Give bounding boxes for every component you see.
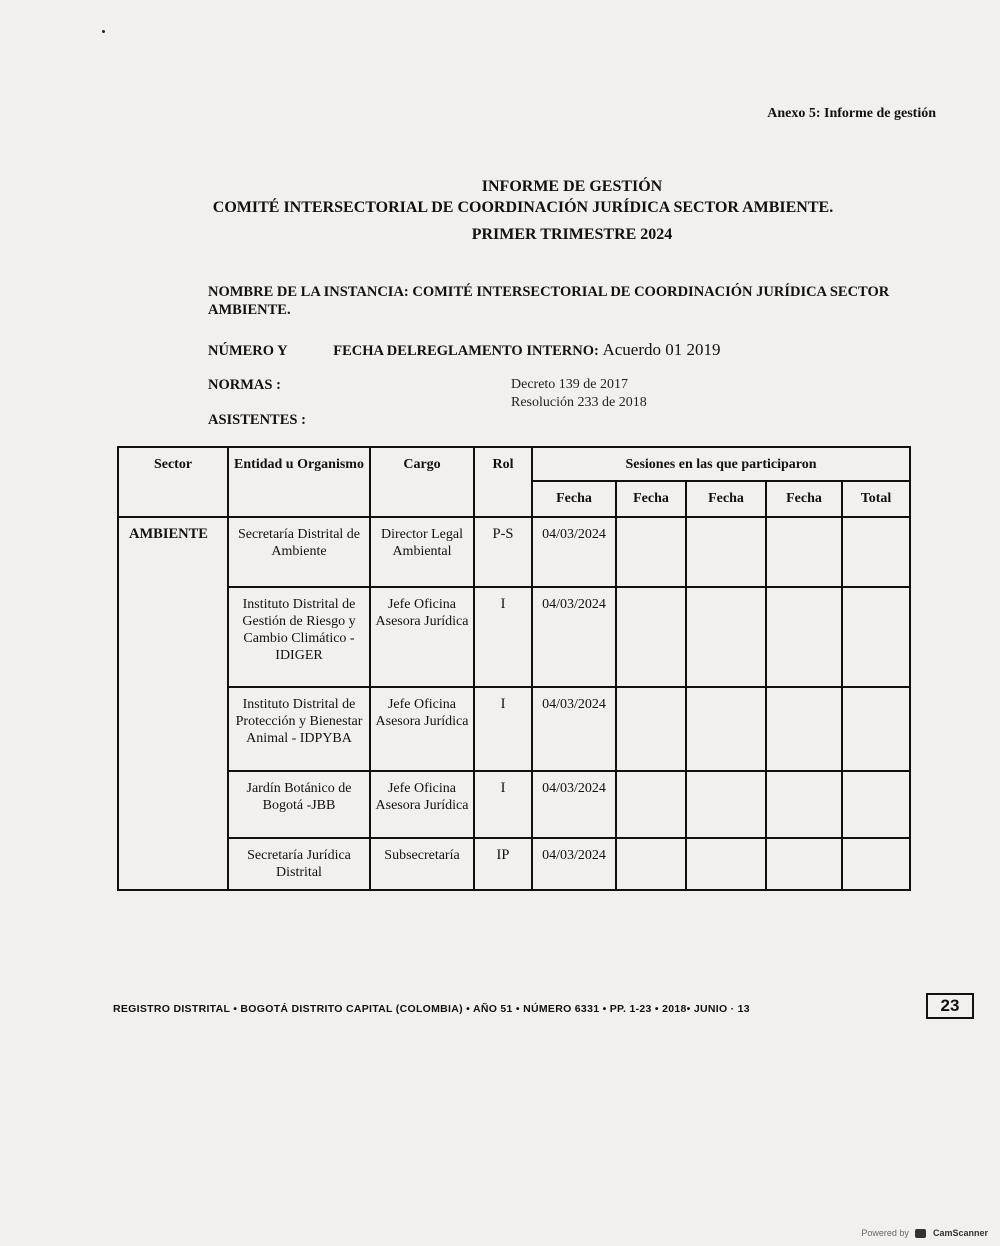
norma-resolucion: Resolución 233 de 2018 [511,395,647,410]
annex-label: Anexo 5: Informe de gestión [767,106,936,121]
scan-speck [102,30,105,33]
entidad-cell: Secretaría Distrital de Ambiente [228,517,370,587]
camscanner-brand: CamScanner [932,1227,988,1238]
entidad-cell: Jardín Botánico de Bogotá -JBB [228,771,370,838]
empty-cell [686,587,766,687]
empty-cell [766,838,842,890]
header-entidad: Entidad u Organismo [228,447,370,517]
header-fecha-2: Fecha [616,481,686,517]
cargo-cell: Subsecretaría [370,838,474,890]
empty-cell [616,687,686,771]
empty-cell [616,838,686,890]
empty-cell [842,838,910,890]
cargo-cell: Jefe Oficina Asesora Jurídica [370,687,474,771]
rol-cell: I [474,771,532,838]
empty-cell [686,517,766,587]
empty-cell [842,587,910,687]
empty-cell [686,771,766,838]
fecha-cell: 04/03/2024 [532,517,616,587]
entidad-cell: Secretaría Jurídica Distrital [228,838,370,890]
sector-cell: AMBIENTE [118,517,228,890]
empty-cell [686,687,766,771]
header-fecha-1: Fecha [532,481,616,517]
rol-cell: I [474,587,532,687]
empty-cell [766,771,842,838]
empty-cell [766,517,842,587]
normas-label: NORMAS : [208,377,281,393]
norma-decreto: Decreto 139 de 2017 [511,377,629,392]
header-sector: Sector [118,447,228,517]
rol-cell: P-S [474,517,532,587]
cargo-cell: Director Legal Ambiental [370,517,474,587]
table-row [118,687,910,771]
rol-cell: IP [474,838,532,890]
empty-cell [842,517,910,587]
cargo-cell: Jefe Oficina Asesora Jurídica [370,587,474,687]
entidad-cell: Instituto Distrital de Protección y Bienestar Animal - IDPYBA [228,687,370,771]
instance-name: NOMBRE DE LA INSTANCIA: COMITÉ INTERSECTORIAL DE COORDINACIÓN JURÍDICA SECTOR AMBIENTE. [208,284,890,318]
table-row [118,587,910,687]
internal-regulation [208,340,721,360]
empty-cell [616,587,686,687]
entidad-cell: Instituto Distrital de Gestión de Riesgo y Cambio Climático - IDIGER [228,587,370,687]
empty-cell [842,687,910,771]
header-sesiones: Sesiones en las que participaron [532,447,910,481]
powered-by-label: Powered by [861,1227,909,1238]
scanner-watermark [861,1228,988,1238]
table-row [118,517,910,587]
empty-cell [616,771,686,838]
fecha-cell: 04/03/2024 [532,687,616,771]
cargo-cell: Jefe Oficina Asesora Jurídica [370,771,474,838]
empty-cell [842,771,910,838]
table-row [118,838,910,890]
empty-cell [616,517,686,587]
asistentes-label: ASISTENTES : [208,412,306,428]
page-number: 23 [926,993,974,1019]
header-fecha-4: Fecha [766,481,842,517]
numero-value: Acuerdo 01 2019 [602,340,721,359]
header-fecha-3: Fecha [686,481,766,517]
numero-label-a: NÚMERO Y [208,343,288,359]
normas-values [511,376,647,412]
numero-label-b: FECHA DELREGLAMENTO INTERNO: [333,343,599,359]
attendance-table [117,446,911,891]
empty-cell [686,838,766,890]
committee-title: COMITÉ INTERSECTORIAL DE COORDINACIÓN JURÍDICA SECTOR AMBIENTE. [212,199,834,216]
header-rol: Rol [474,447,532,517]
fecha-cell: 04/03/2024 [532,587,616,687]
footer-citation: REGISTRO DISTRITAL • BOGOTÁ DISTRITO CAPITAL (COLOMBIA) • AÑO 51 • NÚMERO 6331 • PP. 1-23 • 2018• JUNIO · 13 [113,1003,750,1015]
camscanner-icon [915,1229,926,1238]
header-total: Total [842,481,910,517]
header-cargo: Cargo [370,447,474,517]
rol-cell: I [474,687,532,771]
table-row [118,771,910,838]
period-title: PRIMER TRIMESTRE 2024 [471,226,673,243]
empty-cell [766,587,842,687]
report-title: INFORME DE GESTIÓN [481,178,663,195]
fecha-cell: 04/03/2024 [532,838,616,890]
empty-cell [766,687,842,771]
fecha-cell: 04/03/2024 [532,771,616,838]
